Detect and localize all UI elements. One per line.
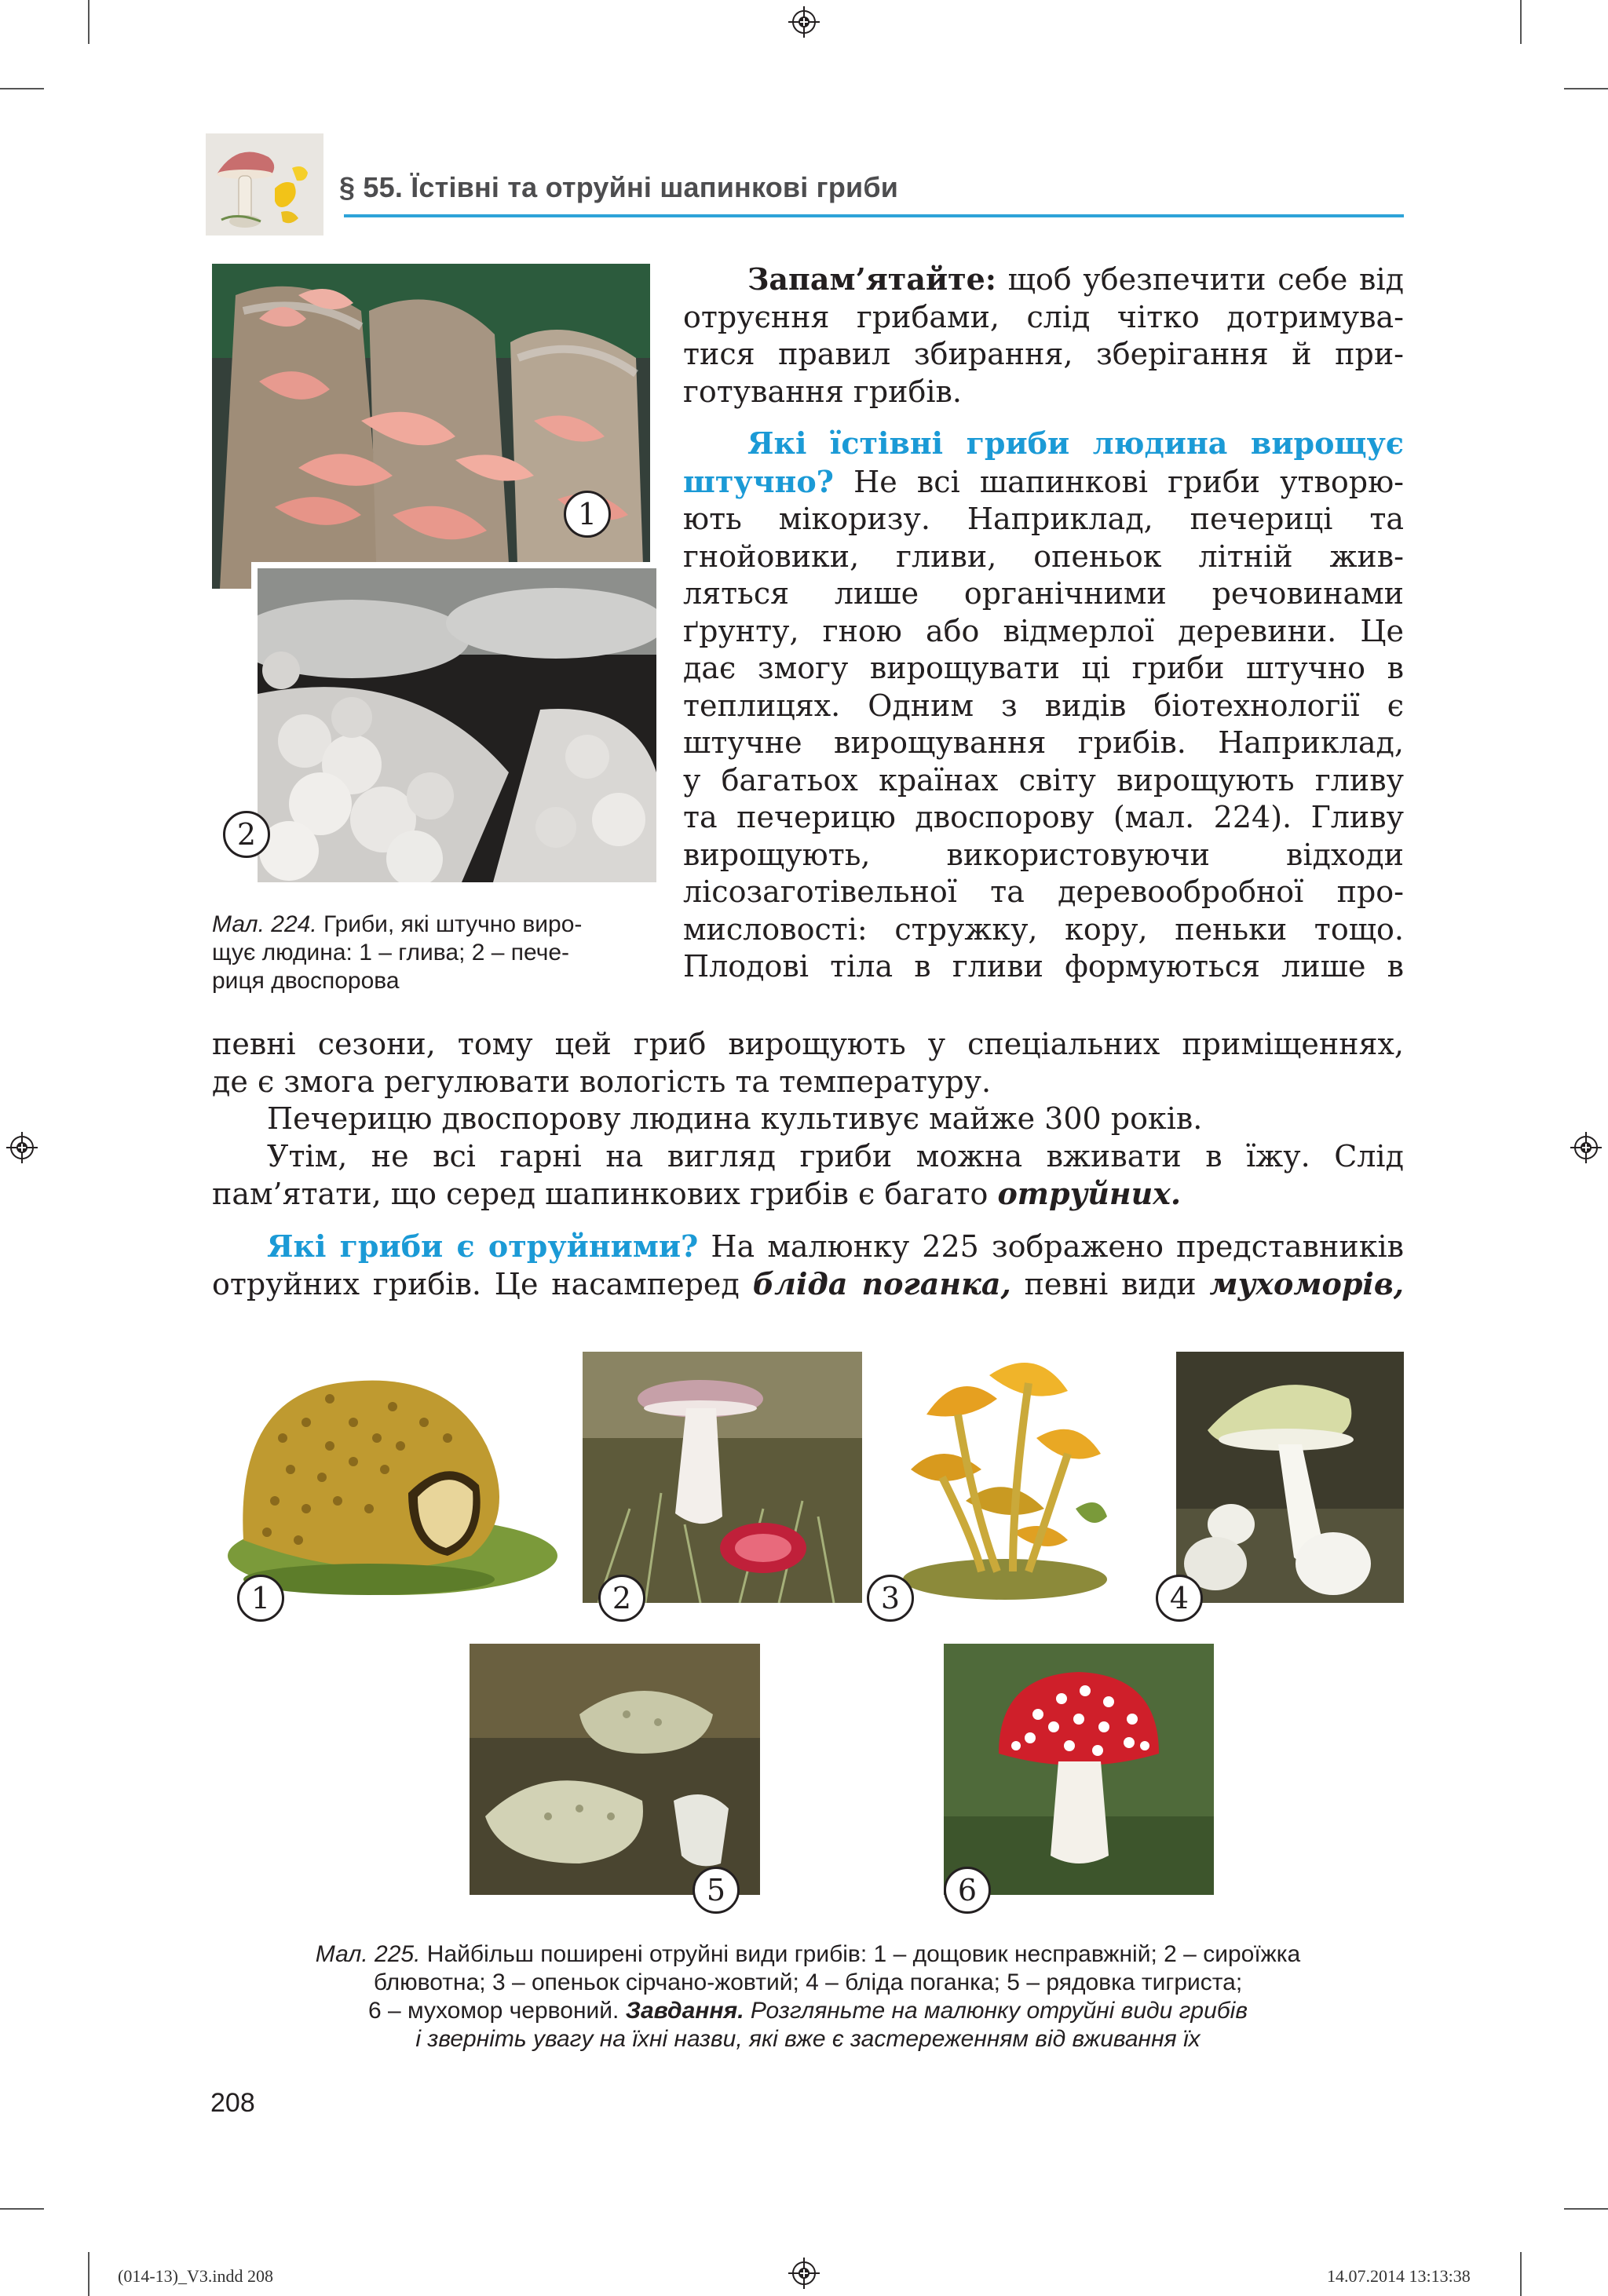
crop-mark: [88, 2252, 90, 2296]
death-cap-photo: [1176, 1352, 1404, 1603]
remember-line: Запам’ятайте: щоб убезпечити себе від: [747, 261, 1404, 297]
tiger-tricholoma-photo: [470, 1644, 760, 1895]
right-column-text: Запам’ятайте: щоб убезпечити себе від отруєння грибами, слід чітко дотримува- тися правил збирання, зберігання й при- готування грибів. Які їстівні гриби людина вирощує штучно? Не всі шапинкові гриби утворю- ють мікоризу. Наприклад, печериці та гнойовики, гливи, опеньок літній жив- ляться лише органічними речовинами ґрунту, гною або відмерлої деревини. Це дає змогу вирощувати ці гриби штучно в теплицях. Одним з видів біотехнології є штучне вирощування грибів. Наприклад, у багатьох країнах світу вирощують гливу та печерицю двоспорову (мал. 224). Гливу вирощують, використовуючи відходи лісозаготівельної та деревообробної про- мисловості: стружку, кору, пеньки тощо. Плодові тіла в гливи формуються лише в: [683, 261, 1404, 984]
page-number: 208: [210, 2088, 255, 2118]
registration-mark-icon: [5, 1130, 39, 1165]
figure-label: 1: [564, 491, 611, 538]
registration-mark-icon: [787, 2256, 821, 2291]
figure-225-caption: Мал. 225. Найбільш поширені отруйні види грибів: 1 – дощовик несправжній; 2 – сироїжка блювотна; 3 – опеньок сірчано-жовтий; 4 – бліда поганка; 5 – рядовка тигриста; 6 – мухомор червоний. Завдання. Розгляньте на малюнку отруйні види грибів і зверніть увагу на їхні назви, які вже є застереженням від вживання їх: [315, 1941, 1301, 2052]
section-question: Які гриби є отруйними?: [267, 1228, 699, 1264]
section-question: штучно?: [683, 463, 834, 499]
figure-label: 5: [693, 1867, 740, 1914]
oyster-mushroom-photo: [212, 264, 650, 589]
registration-mark-icon: [1569, 1130, 1603, 1165]
figure-label: 2: [223, 811, 270, 858]
print-file-name: (014-13)_V3.indd 208: [118, 2266, 273, 2286]
emetic-russula-photo: [583, 1352, 862, 1603]
champignon-photo: [251, 562, 663, 889]
false-puffball-illustration: [212, 1352, 565, 1603]
figure-224-caption: Мал. 224. Гриби, які штучно виро- щує людина: 1 – глива; 2 – пече- риця двоспорова: [212, 911, 583, 994]
crop-mark: [1520, 0, 1522, 44]
crop-mark: [0, 2208, 44, 2210]
mushroom-header-icon: [206, 133, 323, 235]
figure-label: 3: [867, 1575, 914, 1622]
full-width-text: певні сезони, тому цей гриб вирощують у спеціальних приміщеннях, де є змога регулювати вологість та температуру. Печерицю двоспорову людина культивує майже 300 років. Утім, не всі гарні на вигляд гриби можна вживати в їжу. Слід пам’ятати, що серед шапинкових грибів є багато отруйних. Які гриби є отруйними? На малюнку 225 зображено представників отруйних грибів. Це насамперед бліда поганка, певні види мухоморів,: [212, 1027, 1405, 1301]
header-rule: [344, 214, 1404, 217]
figure-label: 2: [598, 1575, 645, 1622]
page-title: § 55. Їстівні та отруйні шапинкові гриби: [339, 171, 899, 203]
figure-label: 1: [237, 1575, 284, 1622]
registration-mark-icon: [787, 5, 821, 39]
crop-mark: [1520, 2252, 1522, 2296]
sulfur-tuft-illustration: [895, 1352, 1115, 1603]
fly-agaric-photo: [944, 1644, 1214, 1895]
figure-label: 4: [1156, 1575, 1203, 1622]
crop-mark: [1564, 2208, 1608, 2210]
print-datetime: 14.07.2014 13:13:38: [1327, 2266, 1471, 2286]
figure-label: 6: [944, 1867, 991, 1914]
crop-mark: [88, 0, 90, 44]
crop-mark: [1564, 88, 1608, 89]
crop-mark: [0, 88, 44, 89]
section-question: Які їстівні гриби людина вирощує: [747, 425, 1404, 461]
